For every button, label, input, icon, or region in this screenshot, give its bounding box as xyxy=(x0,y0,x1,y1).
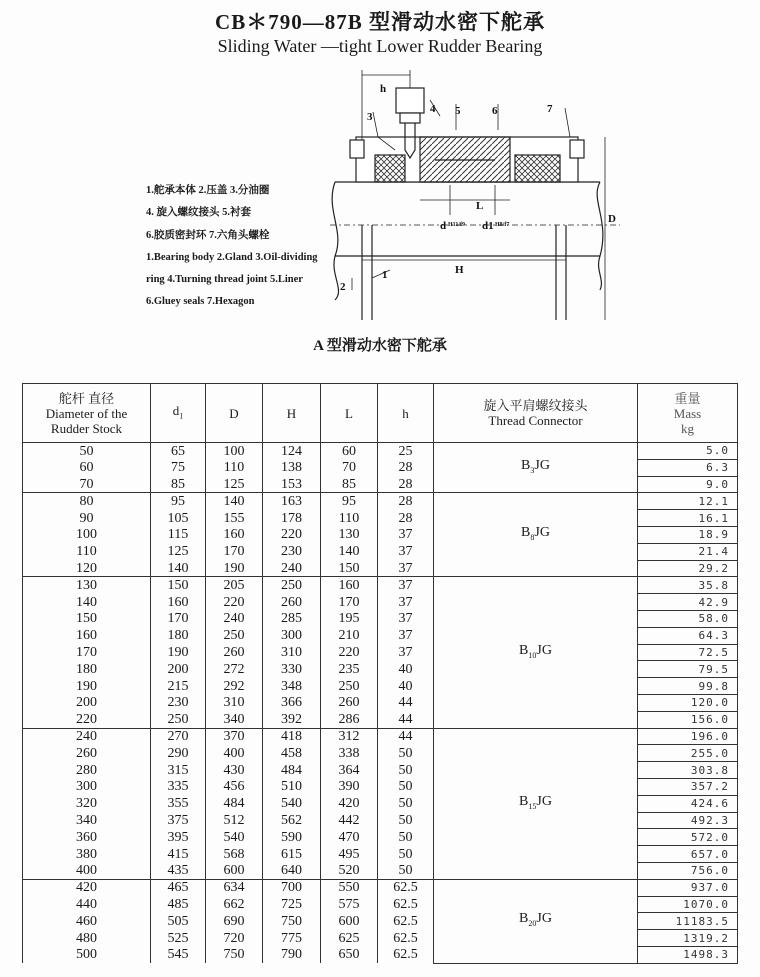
cell-mass: 79.5 xyxy=(638,661,738,678)
cell-d1: 95 xyxy=(151,493,206,510)
cell-D: 540 xyxy=(206,829,263,846)
cell-d1: 270 xyxy=(151,728,206,745)
cell-h: 28 xyxy=(378,510,434,527)
cell-h: 50 xyxy=(378,795,434,812)
cell-stock-diameter: 170 xyxy=(23,644,151,661)
cell-stock-diameter: 300 xyxy=(23,778,151,795)
cell-D: 310 xyxy=(206,694,263,711)
cell-D: 100 xyxy=(206,443,263,460)
cell-h: 37 xyxy=(378,526,434,543)
cell-stock-diameter: 280 xyxy=(23,762,151,779)
cell-mass: 357.2 xyxy=(638,778,738,795)
cell-H: 153 xyxy=(263,476,321,493)
connector-text: B xyxy=(521,457,531,473)
cell-h: 50 xyxy=(378,812,434,829)
cell-h: 37 xyxy=(378,577,434,594)
label-h: h xyxy=(380,83,387,95)
cell-L: 220 xyxy=(321,644,378,661)
cell-H: 366 xyxy=(263,694,321,711)
cell-D: 155 xyxy=(206,510,263,527)
cell-D: 205 xyxy=(206,577,263,594)
cell-D: 634 xyxy=(206,879,263,896)
label-3: 3 xyxy=(367,111,373,123)
cell-stock-diameter: 460 xyxy=(23,913,151,930)
cell-H: 484 xyxy=(263,762,321,779)
cell-L: 210 xyxy=(321,627,378,644)
cell-stock-diameter: 220 xyxy=(23,711,151,728)
header-d1 xyxy=(151,384,206,443)
header-text: Rudder Stock xyxy=(50,420,123,436)
cell-h: 28 xyxy=(378,459,434,476)
header-thread-connector xyxy=(434,384,638,443)
cell-mass: 99.8 xyxy=(638,678,738,695)
cell-stock-diameter: 180 xyxy=(23,661,151,678)
cell-D: 110 xyxy=(206,459,263,476)
cell-H: 640 xyxy=(263,862,321,879)
cell-D: 750 xyxy=(206,946,263,963)
cell-mass: 12.1 xyxy=(638,493,738,510)
cell-stock-diameter: 70 xyxy=(23,476,151,493)
connector-suffix: JG xyxy=(536,911,552,927)
cell-stock-diameter: 50 xyxy=(23,443,151,460)
cell-H: 240 xyxy=(263,560,321,577)
cell-mass: 16.1 xyxy=(638,510,738,527)
cell-L: 170 xyxy=(321,594,378,611)
cell-d1: 290 xyxy=(151,745,206,762)
header-text: kg xyxy=(681,420,694,436)
cell-D: 272 xyxy=(206,661,263,678)
cell-d1: 355 xyxy=(151,795,206,812)
cell-H: 615 xyxy=(263,846,321,863)
cell-thread-connector xyxy=(434,493,638,577)
cell-L: 470 xyxy=(321,829,378,846)
cell-stock-diameter: 60 xyxy=(23,459,151,476)
cell-d1: 375 xyxy=(151,812,206,829)
cell-stock-diameter: 150 xyxy=(23,610,151,627)
cell-stock-diameter: 90 xyxy=(23,510,151,527)
cell-stock-diameter: 260 xyxy=(23,745,151,762)
legend-line: 4. 旋入螺纹接头 5.衬套 xyxy=(146,207,251,219)
cell-d1: 465 xyxy=(151,879,206,896)
cell-d1: 125 xyxy=(151,543,206,560)
table-title: A 型滑动水密下舵承 xyxy=(313,338,447,354)
connector-suffix: JG xyxy=(534,524,550,540)
cell-H: 510 xyxy=(263,778,321,795)
cell-H: 178 xyxy=(263,510,321,527)
cell-H: 163 xyxy=(263,493,321,510)
cell-L: 95 xyxy=(321,493,378,510)
label-1: 1 xyxy=(382,269,388,281)
cell-h: 50 xyxy=(378,778,434,795)
cell-h: 50 xyxy=(378,862,434,879)
header-text: Mass xyxy=(673,405,702,421)
cell-L: 195 xyxy=(321,610,378,627)
cell-mass: 64.3 xyxy=(638,627,738,644)
header-text: d xyxy=(172,402,180,418)
cell-d1: 160 xyxy=(151,594,206,611)
header-sub: 1 xyxy=(179,411,184,421)
cell-d1: 190 xyxy=(151,644,206,661)
cell-d1: 230 xyxy=(151,694,206,711)
table-row xyxy=(23,577,738,594)
parts-legend xyxy=(146,180,318,314)
cell-mass: 1070.0 xyxy=(638,896,738,913)
connector-sub: 15 xyxy=(528,801,537,811)
cell-mass: 756.0 xyxy=(638,862,738,879)
table-body xyxy=(23,443,738,964)
cell-h: 28 xyxy=(378,493,434,510)
label-2: 2 xyxy=(340,281,346,293)
header-row xyxy=(23,384,738,443)
cell-mass: 1498.3 xyxy=(638,946,738,963)
header-text: Thread Connector xyxy=(488,413,583,428)
table-row xyxy=(23,493,738,510)
cell-stock-diameter: 380 xyxy=(23,846,151,863)
cell-D: 600 xyxy=(206,862,263,879)
legend-line: 6.Gluey seals 7.Hexagon xyxy=(146,296,255,308)
cell-D: 250 xyxy=(206,627,263,644)
cell-H: 300 xyxy=(263,627,321,644)
cell-mass: 72.5 xyxy=(638,644,738,661)
cell-H: 330 xyxy=(263,661,321,678)
cell-L: 140 xyxy=(321,543,378,560)
connector-text: B xyxy=(519,911,529,927)
header-stock-diameter xyxy=(23,384,151,443)
cell-H: 285 xyxy=(263,610,321,627)
cell-thread-connector xyxy=(434,728,638,879)
cell-mass: 492.3 xyxy=(638,812,738,829)
cell-mass: 937.0 xyxy=(638,879,738,896)
cell-D: 292 xyxy=(206,678,263,695)
cell-thread-connector xyxy=(434,879,638,963)
cell-h: 37 xyxy=(378,644,434,661)
cell-D: 568 xyxy=(206,846,263,863)
legend-line: 1.Bearing body 2.Gland 3.Oil-dividing xyxy=(146,251,318,263)
cell-mass: 424.6 xyxy=(638,795,738,812)
cell-D: 170 xyxy=(206,543,263,560)
title-chinese: CB＊790—87B 型滑动水密下舵承 xyxy=(215,10,545,34)
cell-h: 25 xyxy=(378,443,434,460)
label-6: 6 xyxy=(492,105,498,117)
cell-stock-diameter: 440 xyxy=(23,896,151,913)
cell-L: 420 xyxy=(321,795,378,812)
header-mass xyxy=(638,384,738,443)
cell-d1: 140 xyxy=(151,560,206,577)
cell-H: 260 xyxy=(263,594,321,611)
cell-L: 60 xyxy=(321,443,378,460)
cell-stock-diameter: 480 xyxy=(23,930,151,947)
cell-L: 70 xyxy=(321,459,378,476)
cell-mass: 21.4 xyxy=(638,543,738,560)
cell-H: 790 xyxy=(263,946,321,963)
legend-line: 1.舵承本体 2.压盖 3.分油圈 xyxy=(146,185,270,196)
cell-h: 37 xyxy=(378,560,434,577)
legend-line: 6.胶质密封环 7.六角头螺栓 xyxy=(146,229,270,241)
cell-L: 520 xyxy=(321,862,378,879)
cell-mass: 156.0 xyxy=(638,711,738,728)
cell-h: 37 xyxy=(378,543,434,560)
header-L: L xyxy=(321,384,378,443)
cell-L: 575 xyxy=(321,896,378,913)
cell-stock-diameter: 500 xyxy=(23,946,151,963)
cell-thread-connector xyxy=(434,443,638,493)
cell-d1: 435 xyxy=(151,862,206,879)
cell-L: 130 xyxy=(321,526,378,543)
label-H: H xyxy=(455,264,464,276)
cell-h: 40 xyxy=(378,678,434,695)
connector-sub: 8 xyxy=(530,532,535,542)
cell-H: 392 xyxy=(263,711,321,728)
cell-H: 250 xyxy=(263,577,321,594)
title-english: Sliding Water —tight Lower Rudder Bearing xyxy=(217,36,543,56)
cell-mass: 5.0 xyxy=(638,443,738,460)
connector-suffix: JG xyxy=(536,793,552,809)
cell-L: 150 xyxy=(321,560,378,577)
label-d1-fit: H8/f7 xyxy=(495,222,510,228)
cell-stock-diameter: 420 xyxy=(23,879,151,896)
cell-mass: 572.0 xyxy=(638,829,738,846)
cell-d1: 65 xyxy=(151,443,206,460)
cell-d1: 170 xyxy=(151,610,206,627)
cell-mass: 303.8 xyxy=(638,762,738,779)
cell-D: 240 xyxy=(206,610,263,627)
cell-d1: 215 xyxy=(151,678,206,695)
cell-L: 260 xyxy=(321,694,378,711)
cell-d1: 115 xyxy=(151,526,206,543)
cell-H: 725 xyxy=(263,896,321,913)
table-row xyxy=(23,728,738,745)
cell-D: 140 xyxy=(206,493,263,510)
cell-h: 44 xyxy=(378,694,434,711)
cell-h: 50 xyxy=(378,762,434,779)
cell-L: 495 xyxy=(321,846,378,863)
cell-D: 484 xyxy=(206,795,263,812)
connector-suffix: JG xyxy=(536,642,552,658)
label-L: L xyxy=(476,200,484,212)
cell-stock-diameter: 190 xyxy=(23,678,151,695)
cell-d1: 105 xyxy=(151,510,206,527)
cell-h: 40 xyxy=(378,661,434,678)
header-text: Diameter of the xyxy=(45,405,128,421)
bearing-drawing xyxy=(0,0,760,330)
cell-D: 125 xyxy=(206,476,263,493)
cell-D: 456 xyxy=(206,778,263,795)
cell-stock-diameter: 160 xyxy=(23,627,151,644)
cell-h: 50 xyxy=(378,846,434,863)
label-4: 4 xyxy=(430,103,436,115)
connector-text: B xyxy=(519,793,529,809)
cell-L: 286 xyxy=(321,711,378,728)
cell-L: 650 xyxy=(321,946,378,963)
cell-D: 400 xyxy=(206,745,263,762)
cell-H: 775 xyxy=(263,930,321,947)
cell-mass: 1319.2 xyxy=(638,930,738,947)
cell-stock-diameter: 200 xyxy=(23,694,151,711)
header-text: 舵杆 直径 xyxy=(58,390,115,406)
cell-stock-diameter: 130 xyxy=(23,577,151,594)
cell-D: 720 xyxy=(206,930,263,947)
label-d: d xyxy=(440,220,447,232)
table-row xyxy=(23,443,738,460)
cell-L: 312 xyxy=(321,728,378,745)
cell-H: 230 xyxy=(263,543,321,560)
cell-stock-diameter: 80 xyxy=(23,493,151,510)
cell-mass: 11183.5 xyxy=(638,913,738,930)
cell-h: 44 xyxy=(378,711,434,728)
cell-D: 190 xyxy=(206,560,263,577)
cell-D: 370 xyxy=(206,728,263,745)
cell-L: 160 xyxy=(321,577,378,594)
cell-h: 37 xyxy=(378,627,434,644)
cell-stock-diameter: 140 xyxy=(23,594,151,611)
cell-h: 28 xyxy=(378,476,434,493)
cell-D: 220 xyxy=(206,594,263,611)
cell-h: 62.5 xyxy=(378,913,434,930)
header-h: h xyxy=(378,384,434,443)
cell-mass: 120.0 xyxy=(638,694,738,711)
header-text: 旋入平肩螺纹接头 xyxy=(483,398,588,413)
cell-stock-diameter: 100 xyxy=(23,526,151,543)
cell-H: 124 xyxy=(263,443,321,460)
cell-h: 50 xyxy=(378,829,434,846)
header-H: H xyxy=(263,384,321,443)
cell-h: 37 xyxy=(378,610,434,627)
header-text: 重量 xyxy=(674,390,701,406)
shaft-outline xyxy=(335,182,600,256)
cell-d1: 525 xyxy=(151,930,206,947)
cell-h: 50 xyxy=(378,745,434,762)
label-d-fit: H11/f9 xyxy=(448,222,466,228)
cell-d1: 250 xyxy=(151,711,206,728)
cell-H: 700 xyxy=(263,879,321,896)
cell-mass: 6.3 xyxy=(638,459,738,476)
cell-H: 562 xyxy=(263,812,321,829)
cell-stock-diameter: 320 xyxy=(23,795,151,812)
cell-L: 364 xyxy=(321,762,378,779)
legend-line: ring 4.Turning thread joint 5.Liner xyxy=(146,274,303,286)
cell-L: 250 xyxy=(321,678,378,695)
cell-H: 310 xyxy=(263,644,321,661)
cell-mass: 657.0 xyxy=(638,846,738,863)
cell-thread-connector xyxy=(434,577,638,728)
cell-d1: 485 xyxy=(151,896,206,913)
cell-d1: 415 xyxy=(151,846,206,863)
cell-L: 110 xyxy=(321,510,378,527)
cell-D: 690 xyxy=(206,913,263,930)
cell-stock-diameter: 110 xyxy=(23,543,151,560)
label-D: D xyxy=(608,213,616,225)
cell-L: 338 xyxy=(321,745,378,762)
header-D: D xyxy=(206,384,263,443)
connector-sub: 20 xyxy=(528,919,537,929)
cell-d1: 85 xyxy=(151,476,206,493)
cell-stock-diameter: 340 xyxy=(23,812,151,829)
cell-h: 44 xyxy=(378,728,434,745)
connector-text: B xyxy=(521,524,531,540)
cell-d1: 545 xyxy=(151,946,206,963)
cell-mass: 255.0 xyxy=(638,745,738,762)
cell-mass: 58.0 xyxy=(638,610,738,627)
label-7: 7 xyxy=(547,103,553,115)
table-row xyxy=(23,879,738,896)
cell-D: 340 xyxy=(206,711,263,728)
cell-h: 62.5 xyxy=(378,896,434,913)
cell-mass: 35.8 xyxy=(638,577,738,594)
cell-D: 430 xyxy=(206,762,263,779)
cell-stock-diameter: 360 xyxy=(23,829,151,846)
cell-L: 442 xyxy=(321,812,378,829)
cell-stock-diameter: 400 xyxy=(23,862,151,879)
connector-suffix: JG xyxy=(534,457,550,473)
cell-h: 62.5 xyxy=(378,946,434,963)
cell-H: 138 xyxy=(263,459,321,476)
cell-H: 418 xyxy=(263,728,321,745)
cell-h: 62.5 xyxy=(378,930,434,947)
cell-d1: 315 xyxy=(151,762,206,779)
cell-L: 600 xyxy=(321,913,378,930)
cell-d1: 200 xyxy=(151,661,206,678)
cell-H: 458 xyxy=(263,745,321,762)
cell-stock-diameter: 120 xyxy=(23,560,151,577)
cell-mass: 18.9 xyxy=(638,526,738,543)
cell-mass: 196.0 xyxy=(638,728,738,745)
cell-L: 85 xyxy=(321,476,378,493)
cell-d1: 75 xyxy=(151,459,206,476)
cell-d1: 395 xyxy=(151,829,206,846)
label-d1: d1 xyxy=(482,220,494,232)
cell-L: 390 xyxy=(321,778,378,795)
cell-d1: 505 xyxy=(151,913,206,930)
cell-d1: 150 xyxy=(151,577,206,594)
connector-text: B xyxy=(519,642,529,658)
connector-sub: 3 xyxy=(530,465,535,475)
cell-H: 540 xyxy=(263,795,321,812)
cell-mass: 42.9 xyxy=(638,594,738,611)
cell-L: 235 xyxy=(321,661,378,678)
cell-h: 62.5 xyxy=(378,879,434,896)
cell-D: 260 xyxy=(206,644,263,661)
cell-H: 750 xyxy=(263,913,321,930)
dimensions-table xyxy=(22,383,738,964)
cell-D: 662 xyxy=(206,896,263,913)
cell-mass: 9.0 xyxy=(638,476,738,493)
cell-d1: 180 xyxy=(151,627,206,644)
cell-d1: 335 xyxy=(151,778,206,795)
cell-stock-diameter: 240 xyxy=(23,728,151,745)
cell-h: 37 xyxy=(378,594,434,611)
cell-H: 590 xyxy=(263,829,321,846)
connector-sub: 10 xyxy=(528,650,537,660)
cell-D: 512 xyxy=(206,812,263,829)
cell-H: 220 xyxy=(263,526,321,543)
cell-D: 160 xyxy=(206,526,263,543)
label-5: 5 xyxy=(455,105,461,117)
cell-mass: 29.2 xyxy=(638,560,738,577)
cell-L: 550 xyxy=(321,879,378,896)
cell-H: 348 xyxy=(263,678,321,695)
cell-L: 625 xyxy=(321,930,378,947)
